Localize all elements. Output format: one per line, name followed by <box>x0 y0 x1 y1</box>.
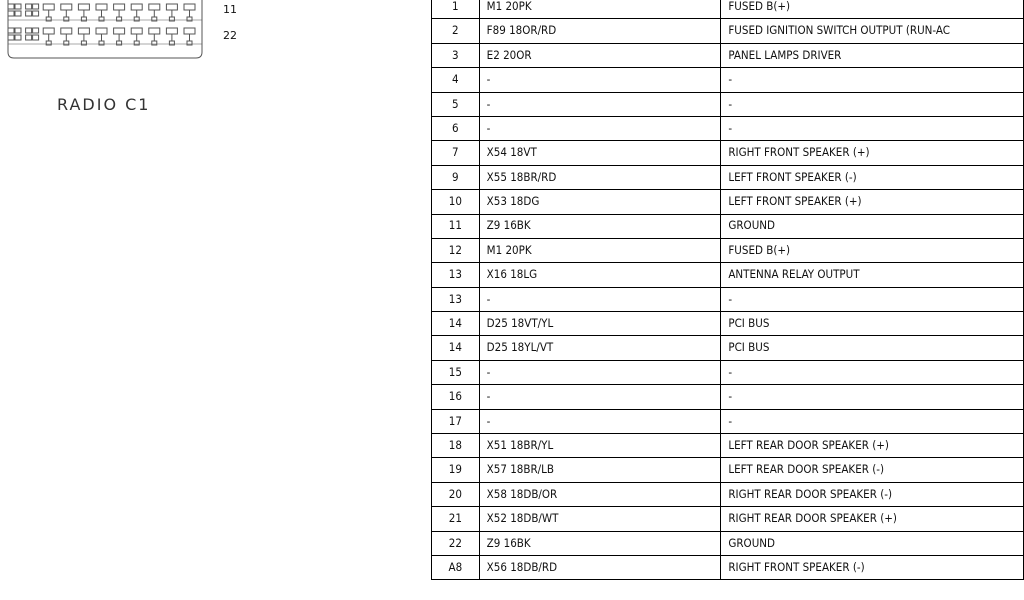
table-row <box>432 0 1024 19</box>
cavity-cell: 1 <box>432 0 480 19</box>
pin-cavity <box>8 28 14 33</box>
pin-cavity <box>114 28 125 34</box>
table-row <box>432 68 1024 92</box>
table-row <box>432 165 1024 189</box>
cavity-cell: 3 <box>432 43 480 67</box>
circuit-cell: X55 18BR/RD <box>479 165 721 189</box>
function-cell: LEFT REAR DOOR SPEAKER (-) <box>721 458 1024 482</box>
pin-cavity <box>131 4 142 10</box>
function-cell: ANTENNA RELAY OUTPUT <box>721 263 1024 287</box>
table-row <box>432 336 1024 360</box>
circuit-cell: - <box>479 92 721 116</box>
pin-latch <box>46 41 51 45</box>
pin-latch <box>64 17 69 21</box>
circuit-cell: M1 20PK <box>479 238 721 262</box>
circuit-cell: - <box>479 360 721 384</box>
table-row <box>432 263 1024 287</box>
circuit-cell: D25 18VT/YL <box>479 312 721 336</box>
table-row <box>432 312 1024 336</box>
function-cell: PCI BUS <box>721 312 1024 336</box>
pin-cavity <box>61 28 72 34</box>
connector-title: RADIO C1 <box>57 95 151 114</box>
pin-latch <box>169 17 174 21</box>
circuit-cell: D25 18YL/VT <box>479 336 721 360</box>
pin-cavity <box>8 35 14 40</box>
table-row <box>432 116 1024 140</box>
table-row <box>432 19 1024 43</box>
pin-latch <box>117 41 122 45</box>
function-cell: RIGHT FRONT SPEAKER (-) <box>721 555 1024 579</box>
circuit-cell: X53 18DG <box>479 190 721 214</box>
function-cell: RIGHT REAR DOOR SPEAKER (+) <box>721 507 1024 531</box>
table-row <box>432 482 1024 506</box>
pin-cavity <box>114 4 125 10</box>
pin-cavity <box>33 11 39 16</box>
pin-latch <box>64 41 69 45</box>
function-cell: FUSED IGNITION SWITCH OUTPUT (RUN-AC <box>721 19 1024 43</box>
cavity-cell: 7 <box>432 141 480 165</box>
pin-cavity <box>26 35 32 40</box>
cavity-cell: 14 <box>432 312 480 336</box>
circuit-cell: - <box>479 409 721 433</box>
cavity-cell: 20 <box>432 482 480 506</box>
pin-latch <box>169 41 174 45</box>
pin-cavity <box>96 28 107 34</box>
function-cell: - <box>721 409 1024 433</box>
pin-cavity <box>15 4 21 9</box>
cavity-cell: 12 <box>432 238 480 262</box>
function-cell: PANEL LAMPS DRIVER <box>721 43 1024 67</box>
circuit-cell: F89 18OR/RD <box>479 19 721 43</box>
pin-cavity <box>61 4 72 10</box>
cavity-cell: 22 <box>432 531 480 555</box>
circuit-cell: X56 18DB/RD <box>479 555 721 579</box>
function-cell: RIGHT REAR DOOR SPEAKER (-) <box>721 482 1024 506</box>
table-row <box>432 360 1024 384</box>
cavity-cell: A8 <box>432 555 480 579</box>
pin-cavity <box>26 11 32 16</box>
table-row <box>432 190 1024 214</box>
function-cell: - <box>721 116 1024 140</box>
table-row <box>432 92 1024 116</box>
pin-cavity <box>131 28 142 34</box>
pin-cavity <box>78 28 89 34</box>
pin-label-22: 22 <box>223 29 237 42</box>
cavity-cell: 4 <box>432 68 480 92</box>
table-row <box>432 385 1024 409</box>
table-row <box>432 434 1024 458</box>
function-cell: LEFT FRONT SPEAKER (+) <box>721 190 1024 214</box>
pin-cavity <box>96 4 107 10</box>
cavity-cell: 13 <box>432 263 480 287</box>
pin-cavity <box>15 11 21 16</box>
pin-latch <box>117 17 122 21</box>
pin-cavity <box>33 28 39 33</box>
circuit-cell: M1 20PK <box>479 0 721 19</box>
pin-latch <box>81 17 86 21</box>
function-cell: PCI BUS <box>721 336 1024 360</box>
function-cell: GROUND <box>721 214 1024 238</box>
pin-cavity <box>15 28 21 33</box>
cavity-cell: 14 <box>432 336 480 360</box>
pin-latch <box>99 17 104 21</box>
pin-latch <box>134 17 139 21</box>
function-cell: - <box>721 68 1024 92</box>
table-row <box>432 43 1024 67</box>
pin-latch <box>81 41 86 45</box>
function-cell: FUSED B(+) <box>721 238 1024 262</box>
cavity-cell: 5 <box>432 92 480 116</box>
pin-cavity <box>43 28 54 34</box>
table-row <box>432 287 1024 311</box>
pin-cavity <box>166 28 177 34</box>
pin-latch <box>187 41 192 45</box>
cavity-cell: 11 <box>432 214 480 238</box>
function-cell: GROUND <box>721 531 1024 555</box>
pin-latch <box>46 17 51 21</box>
circuit-cell: - <box>479 68 721 92</box>
circuit-cell: X16 18LG <box>479 263 721 287</box>
circuit-cell: E2 20OR <box>479 43 721 67</box>
table-row <box>432 555 1024 579</box>
table-row <box>432 214 1024 238</box>
pin-cavity <box>184 28 195 34</box>
circuit-cell: X51 18BR/YL <box>479 434 721 458</box>
pin-cavity <box>166 4 177 10</box>
function-cell: - <box>721 287 1024 311</box>
circuit-cell: Z9 16BK <box>479 214 721 238</box>
circuit-cell: Z9 16BK <box>479 531 721 555</box>
pin-latch <box>134 41 139 45</box>
cavity-cell: 13 <box>432 287 480 311</box>
pin-cavity <box>8 4 14 9</box>
pin-cavity <box>149 28 160 34</box>
pin-cavity <box>43 4 54 10</box>
pin-label-11: 11 <box>223 3 237 16</box>
cavity-cell: 19 <box>432 458 480 482</box>
pin-cavity <box>8 11 14 16</box>
cavity-cell: 21 <box>432 507 480 531</box>
function-cell: RIGHT FRONT SPEAKER (+) <box>721 141 1024 165</box>
pin-cavity <box>26 4 32 9</box>
circuit-cell: X57 18BR/LB <box>479 458 721 482</box>
pin-latch <box>152 17 157 21</box>
circuit-cell: - <box>479 385 721 409</box>
function-cell: LEFT REAR DOOR SPEAKER (+) <box>721 434 1024 458</box>
connector-body <box>8 0 202 58</box>
pin-latch <box>187 17 192 21</box>
pin-cavity <box>33 35 39 40</box>
circuit-cell: - <box>479 116 721 140</box>
pin-cavity <box>78 4 89 10</box>
cavity-cell: 10 <box>432 190 480 214</box>
circuit-cell: X58 18DB/OR <box>479 482 721 506</box>
pin-cavity <box>184 4 195 10</box>
pin-latch <box>152 41 157 45</box>
pin-cavity <box>33 4 39 9</box>
cavity-cell: 2 <box>432 19 480 43</box>
circuit-cell: X54 18VT <box>479 141 721 165</box>
table-row <box>432 458 1024 482</box>
function-cell: - <box>721 360 1024 384</box>
pin-latch <box>99 41 104 45</box>
cavity-cell: 16 <box>432 385 480 409</box>
cavity-cell: 18 <box>432 434 480 458</box>
connector-diagram <box>0 0 260 70</box>
table-row <box>432 238 1024 262</box>
table-row <box>432 507 1024 531</box>
function-cell: - <box>721 92 1024 116</box>
cavity-cell: 6 <box>432 116 480 140</box>
circuit-cell: - <box>479 287 721 311</box>
table-row <box>432 531 1024 555</box>
function-cell: - <box>721 385 1024 409</box>
function-cell: FUSED B(+) <box>721 0 1024 19</box>
cavity-cell: 15 <box>432 360 480 384</box>
cavity-cell: 9 <box>432 165 480 189</box>
pin-cavity <box>149 4 160 10</box>
function-cell: LEFT FRONT SPEAKER (-) <box>721 165 1024 189</box>
table-row <box>432 409 1024 433</box>
pinout-table <box>431 0 1024 580</box>
pin-cavity <box>26 28 32 33</box>
table-row <box>432 141 1024 165</box>
pinout-table-body <box>432 0 1024 580</box>
pin-cavity <box>15 35 21 40</box>
circuit-cell: X52 18DB/WT <box>479 507 721 531</box>
cavity-cell: 17 <box>432 409 480 433</box>
